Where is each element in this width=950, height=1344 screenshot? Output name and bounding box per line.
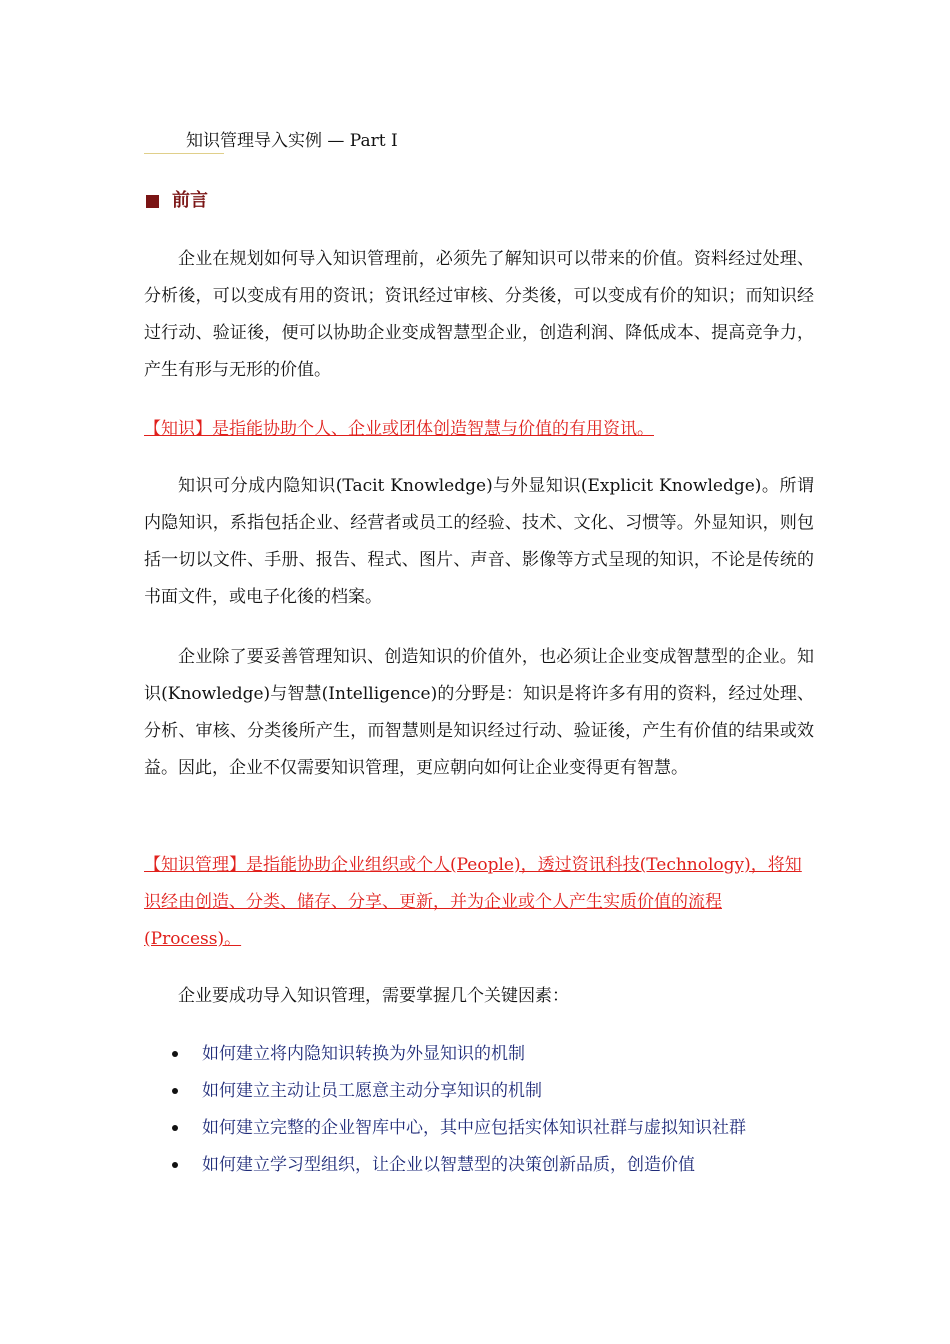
- bullet-icon: [172, 1125, 178, 1131]
- callout-km-definition: 【知识管理】是指能协助企业组织或个人(People)，透过资讯科技(Technology)，将知识经由创造、分类、储存、分享、更新，并为企业或个人产生实质价值的流程(Process)。: [144, 855, 802, 949]
- list-item: [144, 1110, 814, 1147]
- paragraph-knowledge-intelligence: 企业除了要妥善管理知识、创造知识的价值外，也必须让企业变成智慧型的企业。知识(Knowledge)与智慧(Intelligence)的分野是：知识是将许多有用的资料，经过处理、分析、审核、分类後所产生，而智慧则是知识经过行动、验证後，产生有价值的结果或效益。因此，企业不仅需要知识管理，更应朝向如何让企业变得更有智慧。: [144, 647, 814, 778]
- list-item-text: 如何建立完整的企业智库中心，其中应包括实体知识社群与虚拟知识社群: [202, 1118, 746, 1138]
- paragraph-tacit-explicit: 知识可分成内隐知识(Tacit Knowledge)与外显知识(Explicit Knowledge)。所谓内隐知识，系指包括企业、经营者或员工的经验、技术、文化、习惯等。外显知识，则包括一切以文件、手册、报告、程式、图片、声音、影像等方式呈现的知识，不论是传统的书面文件，或电子化後的档案。: [144, 476, 814, 607]
- paragraph-key-factors-intro: 企业要成功导入知识管理，需要掌握几个关键因素：: [178, 986, 569, 1006]
- list-item-text: 如何建立主动让员工愿意主动分享知识的机制: [202, 1081, 542, 1101]
- list-item-text: 如何建立将内隐知识转换为外显知识的机制: [202, 1044, 525, 1064]
- bullet-icon: [172, 1051, 178, 1057]
- section-heading: [146, 188, 208, 214]
- title-underline: [144, 153, 224, 154]
- list-item: [144, 1036, 814, 1073]
- paragraph-intro: 企业在规划如何导入知识管理前，必须先了解知识可以带来的价值。资料经过处理、分析後，可以变成有用的资讯；资讯经过审核、分类後，可以变成有价的知识；而知识经过行动、验证後，便可以协助企业变成智慧型企业，创造利润、降低成本、提高竞争力，产生有形与无形的价值。: [144, 249, 814, 380]
- callout-knowledge-definition: 【知识】是指能协助个人、企业或团体创造智慧与价值的有用资讯。: [144, 419, 654, 439]
- list-item: [144, 1147, 814, 1184]
- section-heading-text: 前言: [172, 190, 208, 211]
- document-title: 知识管理导入实例 — Part I: [186, 131, 398, 151]
- list-item: [144, 1073, 814, 1110]
- list-item-text: 如何建立学习型组织，让企业以智慧型的决策创新品质，创造价值: [202, 1155, 695, 1175]
- bullet-icon: [172, 1162, 178, 1168]
- square-icon: [146, 195, 159, 208]
- key-factors-list: [144, 1036, 814, 1184]
- bullet-icon: [172, 1088, 178, 1094]
